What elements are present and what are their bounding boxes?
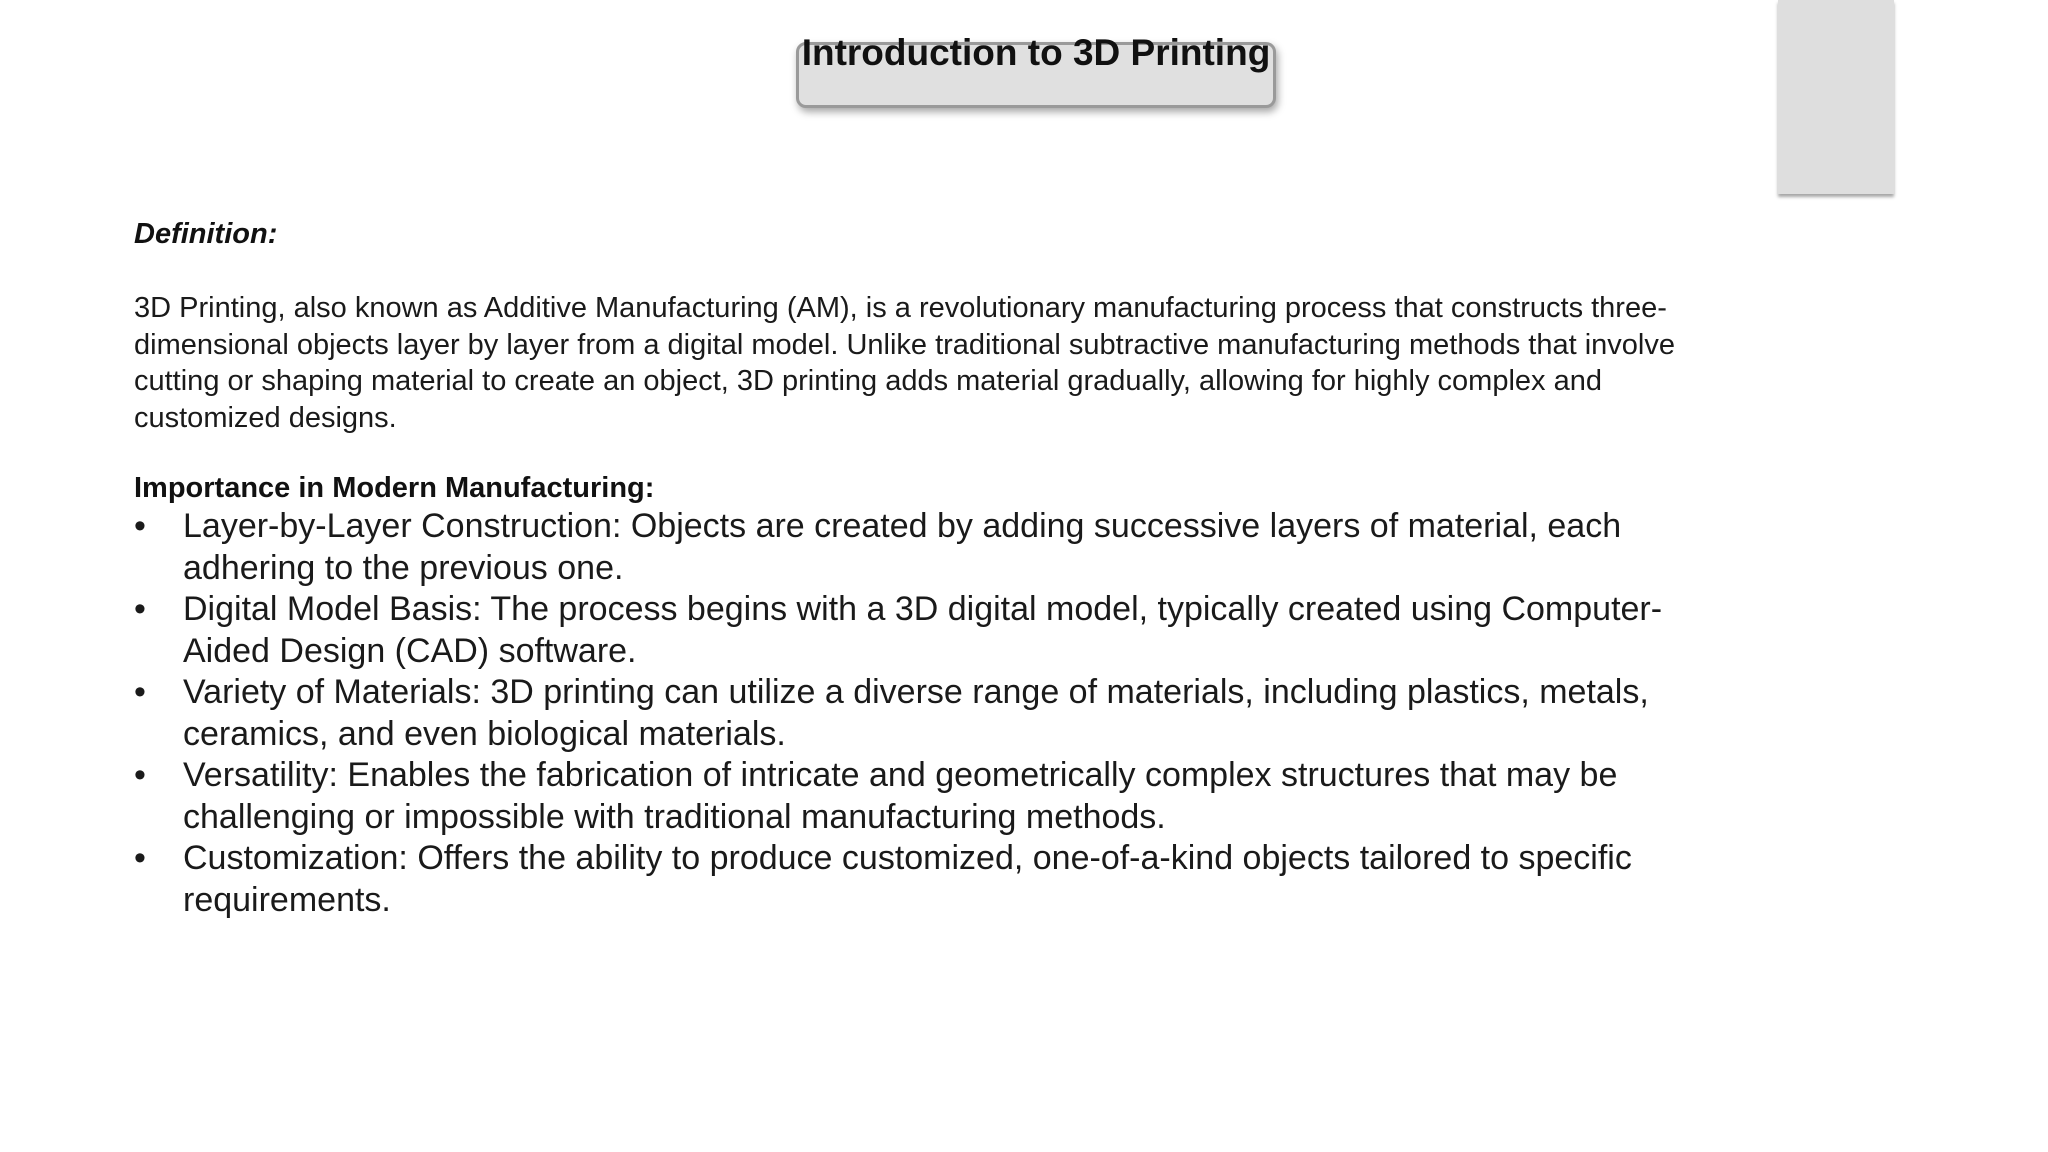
bullet-text: Layer-by-Layer Construction: Objects are created by adding successive layers of material, each adhering to the previous one. bbox=[183, 507, 1622, 587]
bullet-dot: • bbox=[134, 673, 146, 711]
bullet-dot: • bbox=[134, 590, 146, 628]
bullet-item bbox=[134, 755, 1734, 838]
bullet-item bbox=[134, 506, 1734, 589]
bullet-list bbox=[134, 506, 1734, 921]
bullet-text: Variety of Materials: 3D printing can utilize a diverse range of materials, including plastics, metals, ceramics, and even biological materials. bbox=[183, 673, 1649, 753]
bullet-item bbox=[134, 589, 1734, 672]
importance-label: Importance in Modern Manufacturing: bbox=[134, 472, 655, 504]
corner-tab bbox=[1778, 0, 1894, 194]
bullet-text: Versatility: Enables the fabrication of intricate and geometrically complex structures that may be challenging or impossible with traditional manufacturing methods. bbox=[183, 756, 1618, 836]
definition-label: Definition: bbox=[134, 218, 278, 250]
slide-title: Introduction to 3D Printing bbox=[801, 32, 1271, 73]
bullet-dot: • bbox=[134, 507, 146, 545]
bullet-dot: • bbox=[134, 756, 146, 794]
bullet-item bbox=[134, 672, 1734, 755]
definition-text: 3D Printing, also known as Additive Manufacturing (AM), is a revolutionary manufacturing process that constructs three-dimensional objects layer by layer from a digital model. Unlike traditional subtractive manufacturing methods that involve cutting or shaping material to create an object, 3D printing adds material gradually, allowing for highly complex and customized designs. bbox=[134, 292, 1675, 434]
bullet-dot: • bbox=[134, 839, 146, 877]
bullet-text: Customization: Offers the ability to produce customized, one-of-a-kind objects tailored to specific requirements. bbox=[183, 839, 1632, 919]
bullet-item bbox=[134, 838, 1734, 921]
bullet-text: Digital Model Basis: The process begins with a 3D digital model, typically created using Computer-Aided Design (CAD) software. bbox=[183, 590, 1663, 670]
